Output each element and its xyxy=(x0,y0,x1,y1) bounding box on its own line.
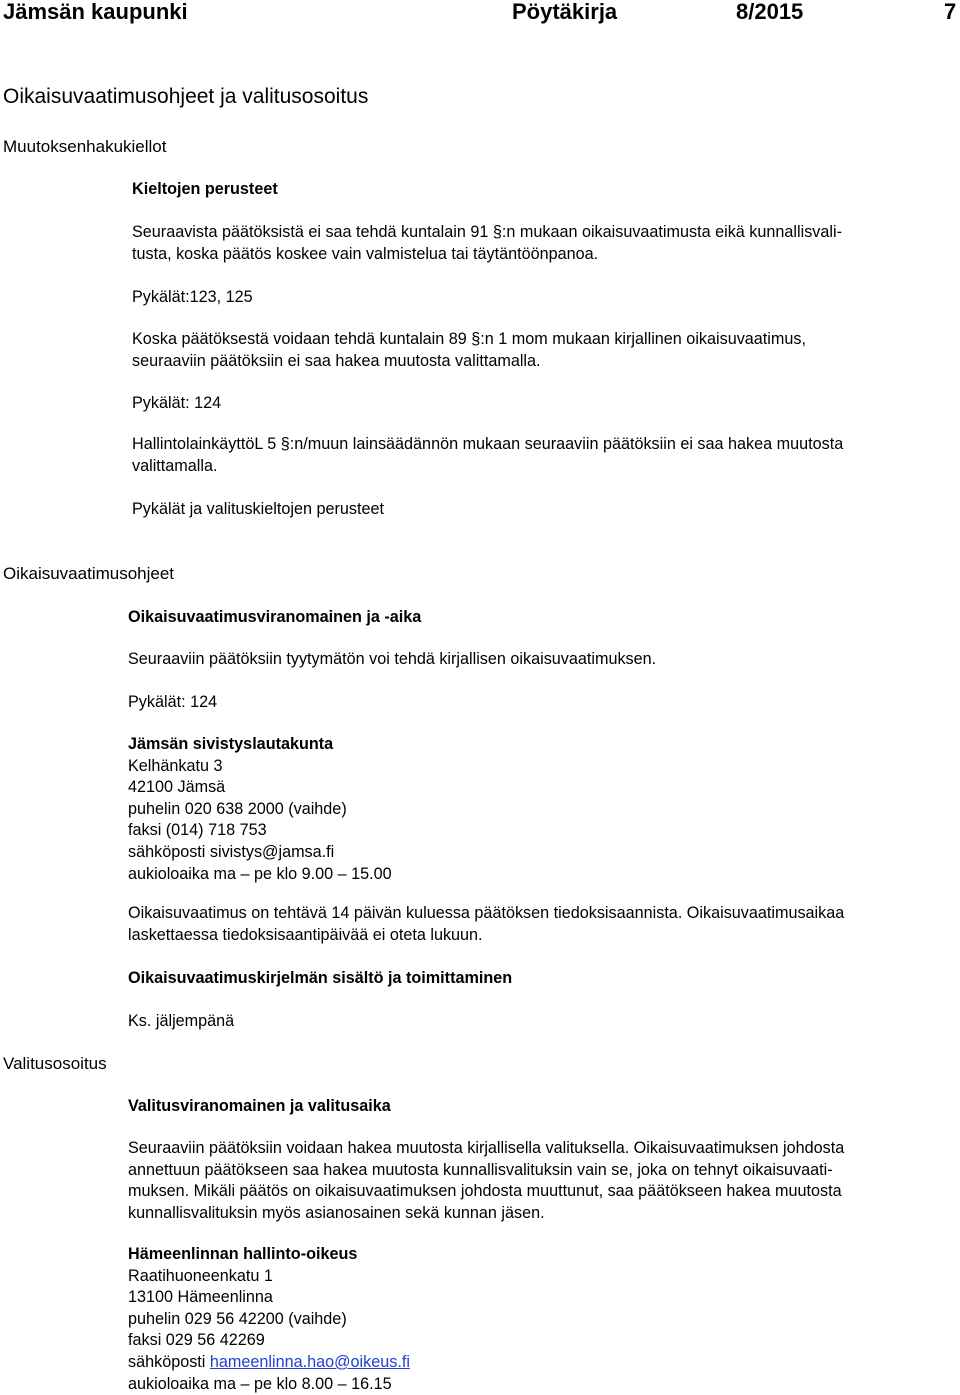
subheading-claim-authority: Oikaisuvaatimusviranomainen ja -aika xyxy=(128,608,422,626)
section-heading-claims: Oikaisuvaatimusohjeet xyxy=(3,564,175,583)
authority-phone: puhelin 020 638 2000 (vaihde) xyxy=(128,799,347,818)
paragraph-restrictions-2: Koska päätöksestä voidaan tehdä kuntalain 89 §:n 1 mom mukaan kirjallinen oikaisuvaatimus, seuraaviin päätöksiin ei saa hakea muutosta valittamalla. xyxy=(132,330,806,370)
claims-deadline: Oikaisuvaatimus on tehtävä 14 päivän kuluessa päätöksen tiedoksisaannista. Oikaisuvaatimusaikaa laskettaessa tiedoksisaantipäivää ei oteta lukuun. xyxy=(128,904,845,944)
authority-postal: 42100 Jämsä xyxy=(128,778,226,797)
court-name: Hämeenlinnan hallinto-oikeus xyxy=(128,1245,358,1263)
page-title: Oikaisuvaatimusohjeet ja valitusosoitus xyxy=(3,85,369,108)
court-hours: aukioloaika ma – pe klo 8.00 – 16.15 xyxy=(128,1374,392,1393)
sections-ref-3: Pykälät ja valituskieltojen perusteet xyxy=(132,500,384,518)
header-page-number: 7 xyxy=(944,0,957,24)
court-email-link[interactable]: hameenlinna.hao@oikeus.fi xyxy=(209,1352,410,1371)
subheading-claim-content: Oikaisuvaatimuskirjelmän sisältö ja toimittaminen xyxy=(128,969,513,987)
claims-intro: Seuraaviin päätöksiin tyytymätön voi tehdä kirjallisen oikaisuvaatimuksen. xyxy=(128,650,657,668)
paragraph-restrictions-3: HallintolainkäyttöL 5 §:n/muun lainsäädännön mukaan seuraaviin päätöksiin ei saa hakea muutosta valittamalla. xyxy=(132,435,844,475)
authority-address xyxy=(128,734,392,885)
section-heading-appeal: Valitusosoitus xyxy=(3,1054,107,1073)
authority-email: sähköposti sivistys@jamsa.fi xyxy=(128,842,335,861)
paragraph-restrictions-1: Seuraavista päätöksistä ei saa tehdä kuntalain 91 §:n mukaan oikaisuvaatimusta eikä kunnallisvali- tusta, koska päätös koskee vain valmistelua tai täytäntöönpanoa. xyxy=(132,223,842,263)
court-address xyxy=(128,1244,410,1395)
subheading-appeal-authority: Valitusviranomainen ja valitusaika xyxy=(128,1097,391,1115)
court-email-line xyxy=(128,1352,410,1374)
section-heading-restrictions: Muutoksenhakukiellot xyxy=(3,137,167,156)
claims-sections-ref: Pykälät: 124 xyxy=(128,693,218,711)
subheading-restriction-grounds: Kieltojen perusteet xyxy=(132,180,278,198)
sections-ref-2: Pykälät: 124 xyxy=(132,394,222,412)
appeal-paragraph: Seuraaviin päätöksiin voidaan hakea muutosta kirjallisella valituksella. Oikaisuvaatimuksen johdosta annettuun päätökseen saa hakea muutosta kunnallisvalituksin vain se, joka on tehnyt oikaisuvaati- muksen. Mikäli päätös on oikaisuvaatimuksen johdosta muuttunut, saa päätökseen hakea muutosta kunnallisvalituksin myös asianosainen sekä kunnan jäsen. xyxy=(128,1139,845,1222)
claims-content-text: Ks. jäljempänä xyxy=(128,1012,235,1030)
court-phone: puhelin 029 56 42200 (vaihde) xyxy=(128,1309,347,1328)
authority-street: Kelhänkatu 3 xyxy=(128,756,223,775)
court-fax: faksi 029 56 42269 xyxy=(128,1331,265,1350)
authority-fax: faksi (014) 718 753 xyxy=(128,821,267,840)
authority-name: Jämsän sivistyslautakunta xyxy=(128,735,334,753)
sections-ref-1: Pykälät:123, 125 xyxy=(132,288,253,306)
authority-hours: aukioloaika ma – pe klo 9.00 – 15.00 xyxy=(128,864,392,883)
court-street: Raatihuoneenkatu 1 xyxy=(128,1266,273,1285)
court-email-label: sähköposti xyxy=(128,1352,206,1371)
court-postal: 13100 Hämeenlinna xyxy=(128,1288,273,1307)
header-org: Jämsän kaupunki xyxy=(3,0,188,24)
header-doc-type: Pöytäkirja xyxy=(512,0,618,24)
header-doc-number: 8/2015 xyxy=(736,0,804,24)
